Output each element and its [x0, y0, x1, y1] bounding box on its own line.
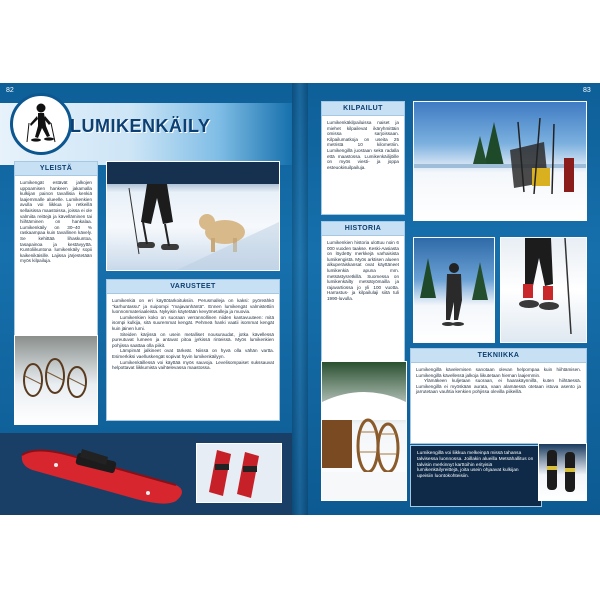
photo-walker-in-forest	[413, 237, 495, 343]
kilpailut-box	[321, 101, 405, 215]
walker-forest-illustration	[414, 238, 494, 342]
yleista-heading: YLEISTÄ	[15, 162, 97, 176]
page-gutter	[292, 83, 308, 515]
varusteet-box	[106, 279, 280, 421]
photo-snowshoer-with-dog	[106, 161, 280, 271]
yleista-text: Lumikengät estävät jalkojen uppoamisen hankeen jakamalla kulkijan painon tavallisia kenkiä laajemmalle alueelle. Lumikenkien avulla voi liikkua ja retkeillä sellaisissa maastoissa, joissa ei ole valmiita reittejä ja kävelläminen tai hiihtäminen on hankalaa. Lumikenkäily on 30–40 % raskaampaa kuin tavallinen kävely. Se kehittää lihaskuntoa, tasapainoa ja kestävyyttä. Kuntoliikuntona lumikenkäily sopii kaikenikäisille. Lajissa järjestetään myös kilpailuja.	[20, 180, 92, 264]
historia-box	[321, 221, 405, 363]
photo-snowshoes-by-lake	[413, 101, 587, 221]
photo-standing-snowshoes	[538, 443, 587, 501]
red-snowshoe-illustration	[16, 435, 192, 513]
photo-snowshoe-pair	[196, 443, 282, 503]
yleista-box	[14, 161, 98, 343]
snowshoer-legs-illustration	[501, 238, 586, 342]
tekniikka-paragraph-1: Lumikengillä kävelemisen sanotaan olevan helpompaa kuin hiihtämisen. Lumikengillä kävellessä jalkoja liikutetaan hieman laajemmin.	[416, 367, 581, 378]
wooden-snowshoes-illustration	[15, 336, 97, 424]
tekniikka-paragraph-2: Ylämäkeen kuljetaan suoraan, ei haarakäynnillä, kuten hiihtäessä. Lumikengillä ei myöskään aurata, vaan alamäessä otetaan istuva asento ja jarrutetaan vauhtia kenkien pohjissa olevilla piikeillä.	[416, 378, 581, 395]
photo-wooden-snowshoes	[14, 335, 98, 425]
varusteet-paragraph-4: Lämpimät jalkineet ovat tärkeät. Niissä on hyvä olla vähän vartta. Esimerkiksi vaelluskengät sopivat hyvin lumikenkäilyyn.	[112, 348, 274, 359]
title-icon-circle	[10, 93, 72, 155]
magazine-spread	[0, 83, 600, 515]
historia-heading: HISTORIA	[322, 222, 404, 236]
snowshoe-pair-illustration	[197, 444, 281, 502]
kilpailut-heading: KILPAILUT	[322, 102, 404, 116]
snowshoes-cabin-illustration	[322, 362, 406, 500]
snowshoer-dog-illustration	[107, 162, 279, 270]
photo-red-snowshoe	[16, 435, 192, 513]
page-title: LUMIKENKÄILY	[70, 116, 211, 136]
snowshoer-silhouette-icon	[13, 96, 69, 152]
info-box: Lumikengillä voi liikkua melkeinpä missä tahansa talvisessa luonnossa. Joillakin alueilla Metsähallitus on talvisin merkinnyt karttoihin erityisiä lumikenkäilyreittejä, joita usein ohjaavat kulkijan upeisiin luontokohteisiin.	[410, 445, 542, 507]
varusteet-paragraph-2: Lumikenkien koko on suoraan verrannollinen niiden kantavuuteen: mitä isompi kulkija, sitä suuremmat kengät. Pehmeä hanki vaatii isommat kengät kuin jäinen lumi.	[112, 314, 274, 331]
snowshoes-lake-illustration	[414, 102, 586, 220]
photo-snowshoes-by-cabin	[321, 361, 407, 501]
tekniikka-box	[410, 348, 587, 444]
photo-snowshoer-legs	[500, 237, 587, 343]
tekniikka-text	[411, 363, 586, 399]
tekniikka-heading: TEKNIIKKA	[411, 349, 586, 363]
page-number-right: 83	[583, 87, 591, 94]
historia-text: Lumikenkien historia ulottuu noin 6 000 vuoden taakse. Keski-Aasiasta on löydetty merkkejä varhaisista lumikengistä. Myös arktisen alueen alkuperäiskansat ovat käyttäneet lumikenkiä apuna mm. metsästysretkillä. Suomessa on lumikenkäilty metsätyömailla ja rajavartiossa jo yli 100 vuotta. Harrastus- ja kilpailulaji siitä tuli 1990-luvulla.	[327, 240, 399, 301]
varusteet-text	[107, 294, 279, 375]
varusteet-paragraph-3: Siteiden kärjissä on usein metalliset nousuraudat, jotka kävellessä pureutuvat lumeen ja antavat pitoa jyrkissä rinteissä. Myös lumikenkien pohjissa saattaa olla piikit.	[112, 331, 274, 348]
varusteet-paragraph-5: Lumikenkäillessä voi käyttää myös sauvoja. Levelisompaiset sukssauvat helpottavat liikkumista vaihtelevassa maastossa.	[112, 359, 274, 371]
varusteet-paragraph-1: Lumikenkiä on eri käyttötarkoituksiin. Perusmalleja on kaksi: pyöreähkö "karhuntassu" ja suipompi "majavanhäntä". Ennen lumikengät valmistettiin luonnonmateriaaleista. Nykyisin käytetään kevytmetalleja ja muovia.	[112, 298, 274, 315]
page-number-left: 82	[6, 87, 14, 94]
kilpailut-text: Lumikenkäkilpailuissa naiset ja miehet kilpailevat ikäryhmittäin omissa sarjoissaan. Kilpailumatkoja on useita 25 metristä 10 kilometriin. Lumikengillä juostaan sekä radalla että maastossa. Lumikenkäilijöille on myös viesti- ja joppa esteuokisuilpailuja.	[327, 120, 399, 170]
standing-snowshoes-illustration	[539, 444, 586, 500]
varusteet-heading: VARUSTEET	[107, 280, 279, 294]
